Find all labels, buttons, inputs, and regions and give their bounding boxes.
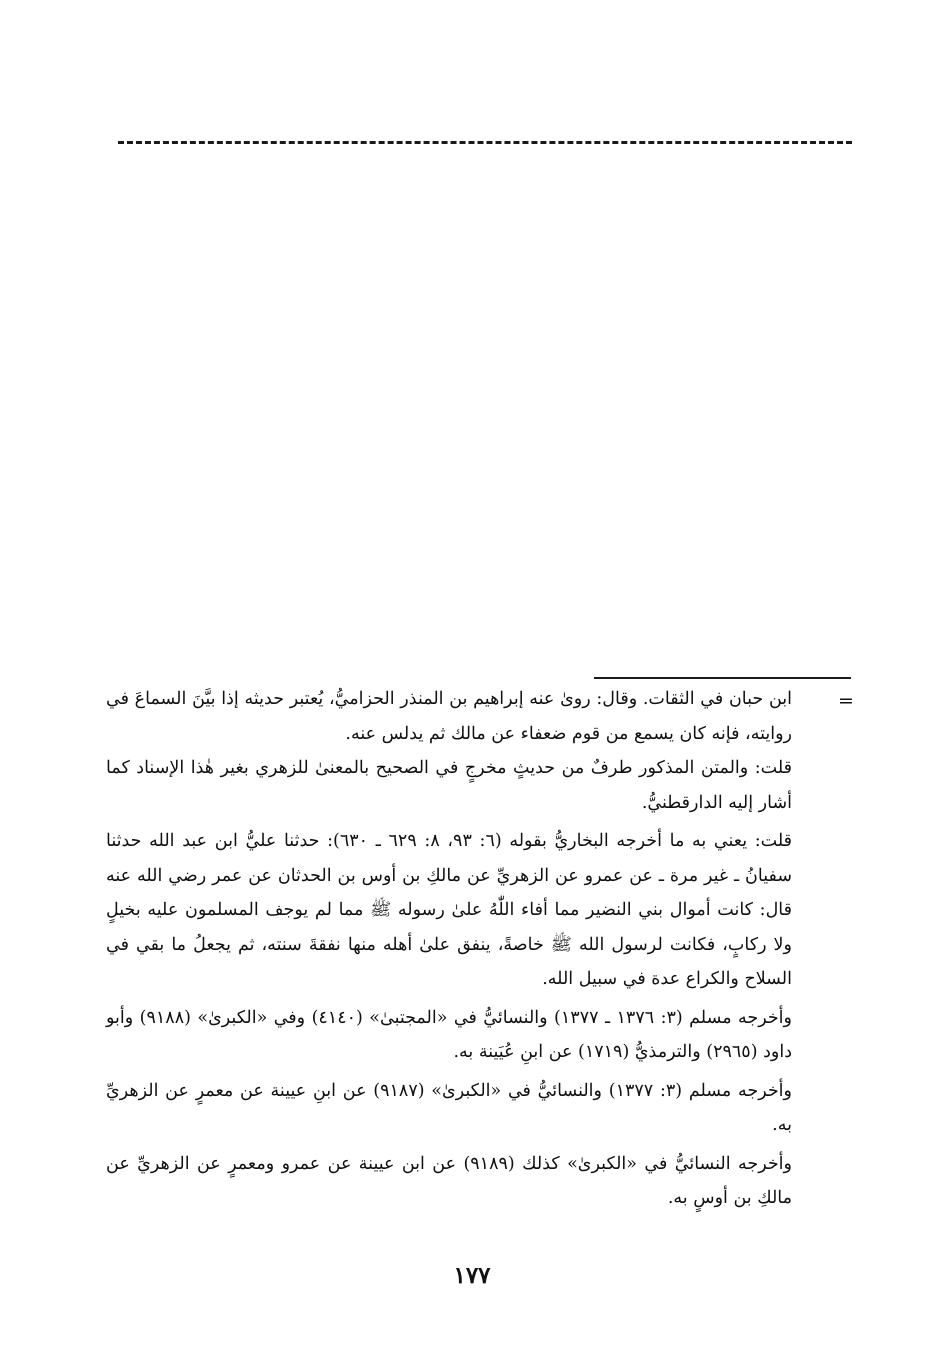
footnotes-block <box>106 682 792 1216</box>
footnote-paragraph-1: ابن حبان في الثقات. وقال: روىٰ عنه إبراهيم بن المنذر الحزاميُّ، يُعتبر حديثه إذا بيَّنَ السماعَ في روايته، فإنه كان يسمع من قوم ضعفاء عن مالك ثم يدلس عنه. <box>106 689 792 744</box>
footnote-paragraph-2: قلت: والمتن المذكور طرفٌ من حديثٍ مخرجٍ في الصحيح بالمعنىٰ للزهري بغير هٰذا الإسناد كما أشار إليه الدارقطنيُّ. <box>106 758 792 813</box>
footnote-paragraph-3: قلت: يعني به ما أخرجه البخاريُّ بقوله (٦: ٩٣، ٨: ٦٢٩ ـ ٦٣٠): حدثنا عليُّ ابن عبد الله حدثنا سفيانُ ـ غير مرة ـ عن عمرو عن الزهريِّ عن مالكِ بن أوس بن الحدثان عن عمر رضي الله عنه قال: كانت أموال بني النضير مما أفاء اللّٰهُ علىٰ رسوله ﷺ مما لم يوجف المسلمون عليه بخيلٍ ولا ركابٍ، فكانت لرسول الله ﷺ خاصةً، ينفق علىٰ أهله منها نفقةَ سنته، ثم يجعلُ ما بقي في السلاح والكراع عدة في سبيل الله. <box>106 831 792 989</box>
footnote-paragraph-4: وأخرجه مسلم (٣: ١٣٧٦ ـ ١٣٧٧) والنسائيُّ في «المجتبىٰ» (٤١٤٠) وفي «الكبرىٰ» (٩١٨٨) وأبو داود (٢٩٦٥) والترمذيُّ (١٧١٩) عن ابنِ عُيَينة به. <box>106 1007 792 1062</box>
footnote-paragraph-5: وأخرجه مسلم (٣: ١٣٧٧) والنسائيُّ في «الكبرىٰ» (٩١٨٧) عن ابنِ عيينة عن معمرٍ عن الزهريِّ به. <box>106 1080 792 1135</box>
footnote-continuation-mark: = <box>838 690 854 712</box>
footnote-paragraph-6: وأخرجه النسائيُّ في «الكبرىٰ» كذلك (٩١٨٩) عن ابن عيينة عن عمرو ومعمرٍ عن الزهريِّ عن مالكِ بن أوسٍ به. <box>106 1153 792 1208</box>
header-dashed-rule <box>118 141 852 144</box>
page-number: ١٧٧ <box>453 1262 491 1289</box>
footnote-separator-rule <box>594 677 851 679</box>
